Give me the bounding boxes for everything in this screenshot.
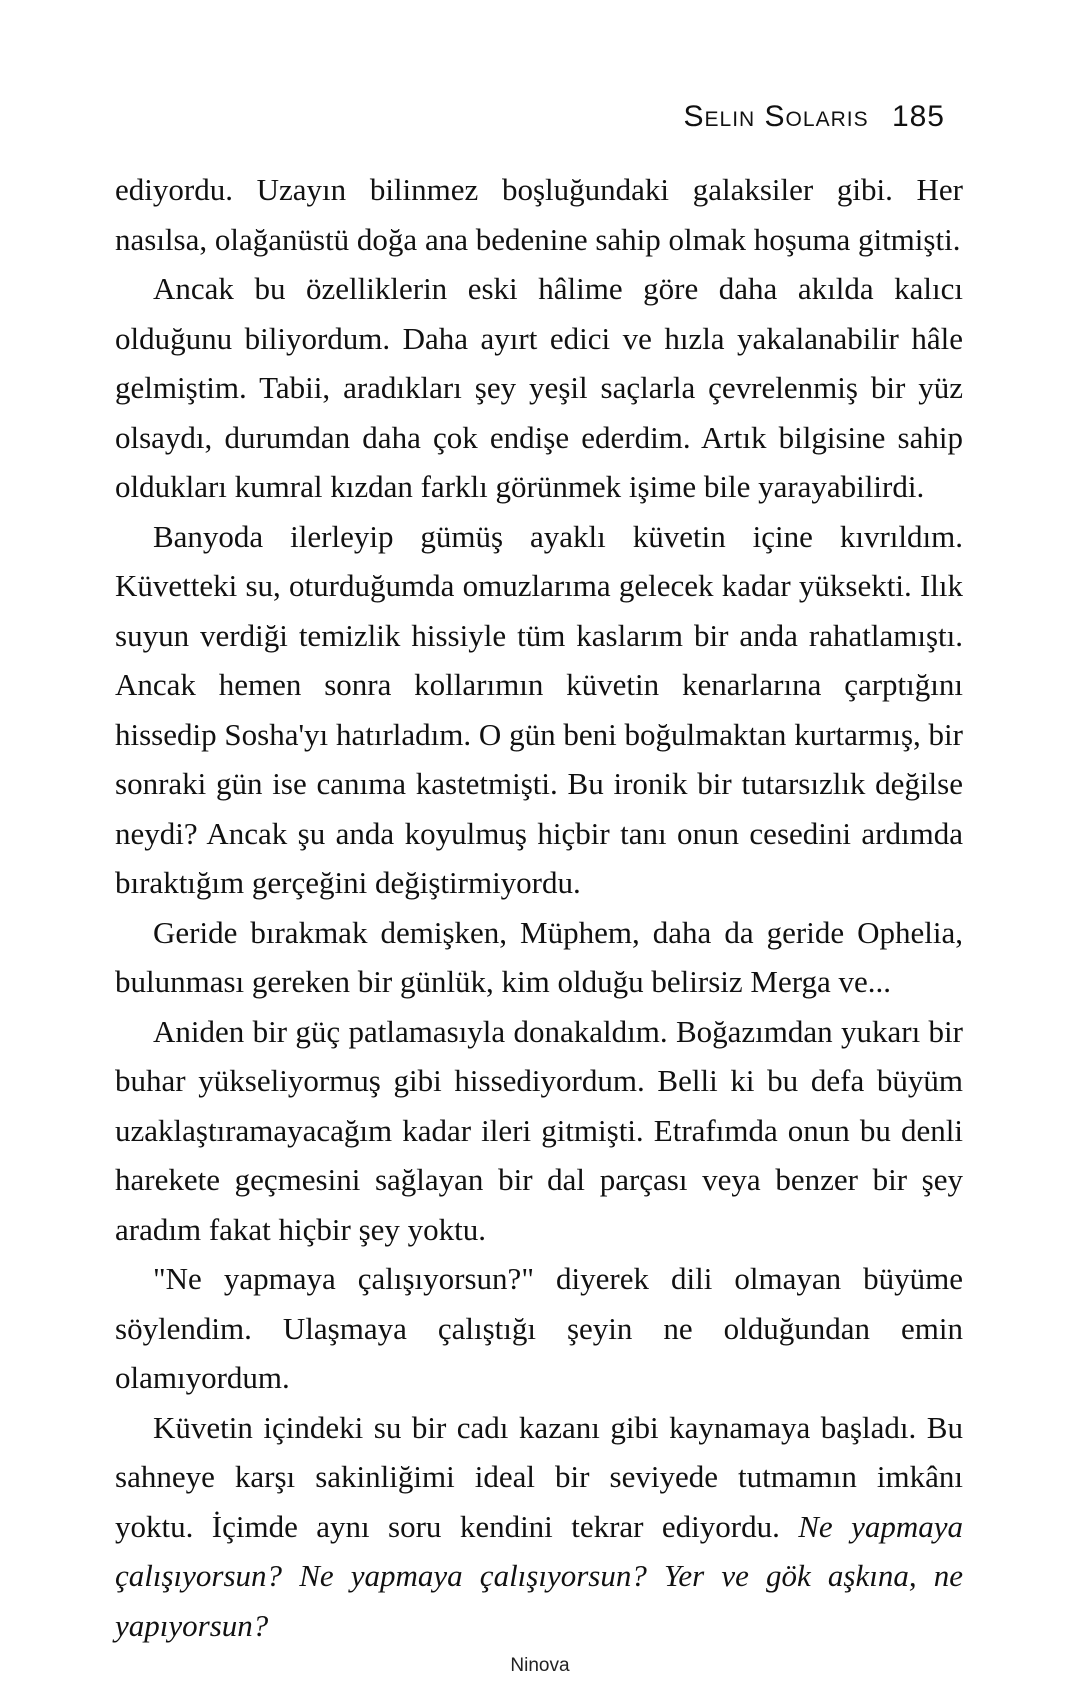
paragraph-3: Banyoda ilerleyip gümüş ayaklı küvetin içine kıvrıldım. Küvetteki su, oturduğumda omuzlarıma gelecek kadar yüksekti. Ilık suyun verdiği temizlik hissiyle tüm kaslarım bir anda rahatlamıştı. Ancak hemen sonra kollarımın küvetin kenarlarına çarptığını hissedip Sosha'yı hatırladım. O gün beni boğulmaktan kurtarmış, bir sonraki gün ise canıma kastetmişti. Bu ironik bir tutarsızlık değilse neydi? Ancak şu anda koyulmuş hiçbir tanı onun cesedini ardımda bıraktığım gerçeğini değiştirmiyordu. bbox=[115, 518, 963, 900]
paragraph-7-italic: Ne yapmaya çalışıyorsun? Ne yapmaya çalışıyorsun? Yer ve gök aşkına, ne yapıyorsun? bbox=[115, 1508, 963, 1643]
publisher-footer: Ninova bbox=[510, 1655, 570, 1676]
body-text bbox=[115, 165, 963, 1650]
paragraph-7-text: Küvetin içindeki su bir cadı kazanı gibi kaynamaya başladı. Bu sahneye karşı sakinliğimi ideal bir seviyede tutmamın imkânı yoktu. İçimde aynı soru kendini tekrar ediyordu. bbox=[115, 1409, 963, 1544]
paragraph-6: "Ne yapmaya çalışıyorsun?" diyerek dili olmayan büyüme söylendim. Ulaşmaya çalıştığı şeyin ne olduğundan emin olamıyordum. bbox=[115, 1261, 963, 1395]
paragraph-1: ediyordu. Uzayın bilinmez boşluğundaki galaksiler gibi. Her nasılsa, olağanüstü doğa ana bedenine sahip olmak hoşuma gitmişti. bbox=[115, 172, 963, 257]
paragraph-4: Geride bırakmak demişken, Müphem, daha da geride Ophelia, bulunması gereken bir günlük, kim olduğu belirsiz Merga ve... bbox=[115, 914, 963, 999]
paragraph-5: Aniden bir güç patlamasıyla donakaldım. Boğazımdan yukarı bir buhar yükseliyormuş gibi hissediyordum. Belli ki bu defa büyüm uzaklaştıramayacağım kadar ileri gitmişti. Etrafımda onun bu denli harekete geçmesini sağlayan bir dal parçası veya benzer bir şey aradım fakat hiçbir şey yoktu. bbox=[115, 1013, 963, 1247]
header-author: Selin Solaris bbox=[683, 100, 869, 133]
running-header bbox=[684, 100, 945, 134]
paragraph-7 bbox=[115, 1403, 963, 1651]
page-number: 185 bbox=[891, 100, 945, 133]
paragraph-2: Ancak bu özelliklerin eski hâlime göre daha akılda kalıcı olduğunu biliyordum. Daha ayırt edici ve hızla yakalanabilir hâle gelmiştim. Tabii, aradıkları şey yeşil saçlarla çevrelenmiş bir yüz olsaydı, durumdan daha çok endişe ederdim. Artık bilgisine sahip oldukları kumral kızdan farklı görünmek işime bile yarayabilirdi. bbox=[115, 271, 963, 504]
